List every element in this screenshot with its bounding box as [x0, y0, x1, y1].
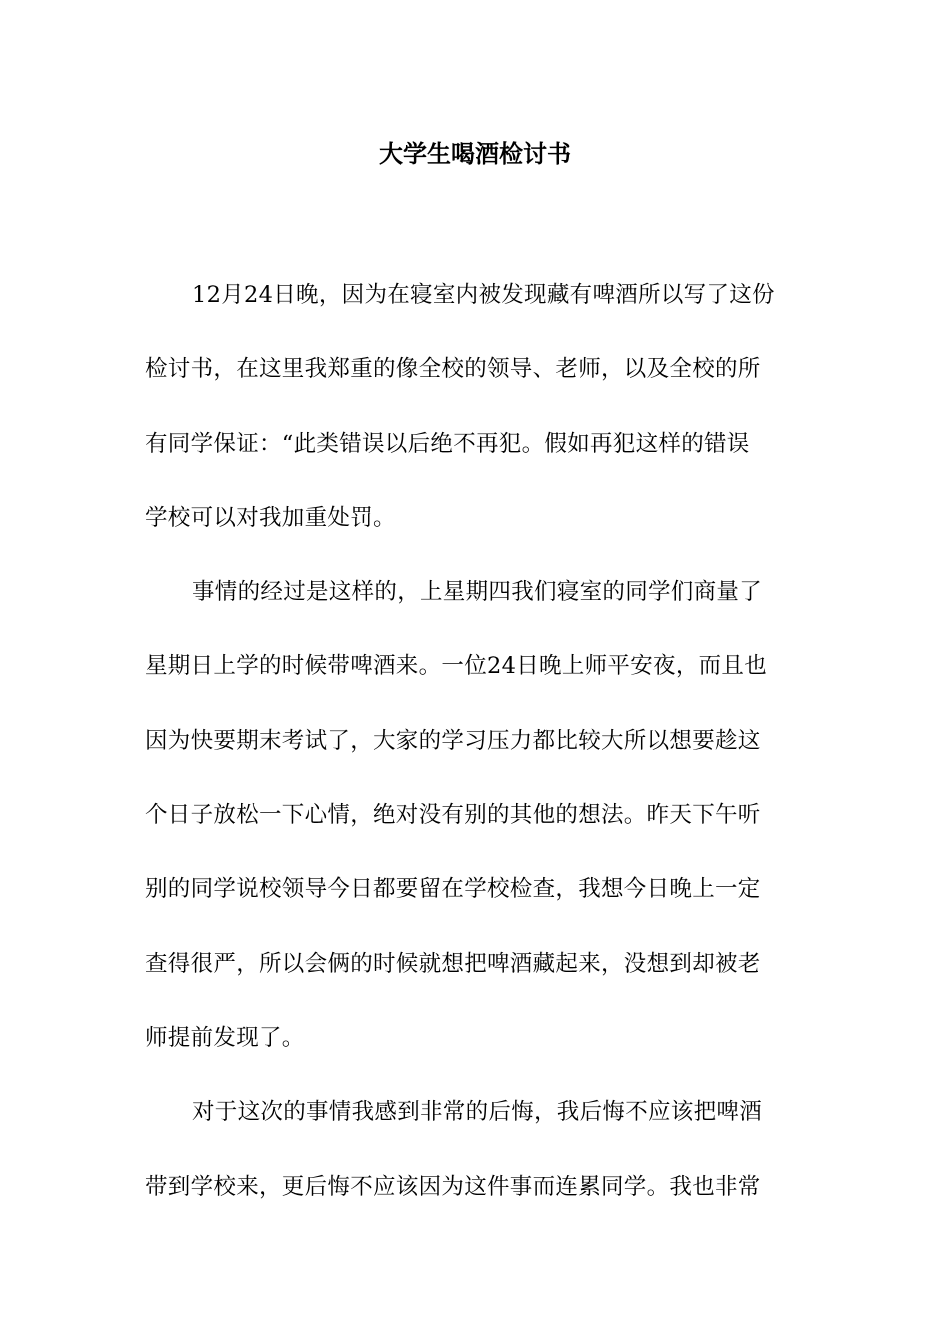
- paragraph-1: [145, 258, 807, 555]
- document-title: 大学生喝酒检讨书: [379, 139, 571, 168]
- paragraph-line: 别的同学说校领导今日都要留在学校检查，我想今日晚上一定: [145, 876, 761, 903]
- paragraph-line: 有同学保证：“此类错误以后绝不再犯。假如再犯这样的错误: [145, 430, 750, 457]
- paragraph-line: 查得很严，所以会俩的时候就想把啤酒藏起来，没想到却被老: [145, 950, 761, 977]
- paragraph-2: [145, 555, 807, 1075]
- paragraph-line: 检讨书，在这里我郑重的像全校的领导、老师，以及全校的所: [145, 356, 761, 383]
- paragraph-line: 因为快要期末考试了，大家的学习压力都比较大所以想要趁这: [145, 727, 761, 754]
- paragraph-line: 带到学校来，更后悔不应该因为这件事而连累同学。我也非常: [145, 1173, 761, 1200]
- paragraph-3: [145, 1075, 807, 1224]
- paragraph-line: 对于这次的事情我感到非常的后悔，我后悔不应该把啤酒: [192, 1099, 763, 1126]
- paragraph-line: 星期日上学的时候带啤酒来。一位24日晚上师平安夜，而且也: [145, 653, 768, 680]
- paragraph-line: 学校可以对我加重处罚。: [145, 504, 396, 531]
- document-body: [145, 258, 807, 1224]
- paragraph-line: 12月24日晚，因为在寝室内被发现藏有啤酒所以写了这份: [192, 282, 775, 308]
- paragraph-line: 师提前发现了。: [145, 1024, 305, 1051]
- paragraph-line: 个日子放松一下心情，绝对没有别的其他的想法。昨天下午听: [145, 802, 761, 829]
- paragraph-line: 事情的经过是这样的，上星期四我们寝室的同学们商量了: [192, 579, 763, 606]
